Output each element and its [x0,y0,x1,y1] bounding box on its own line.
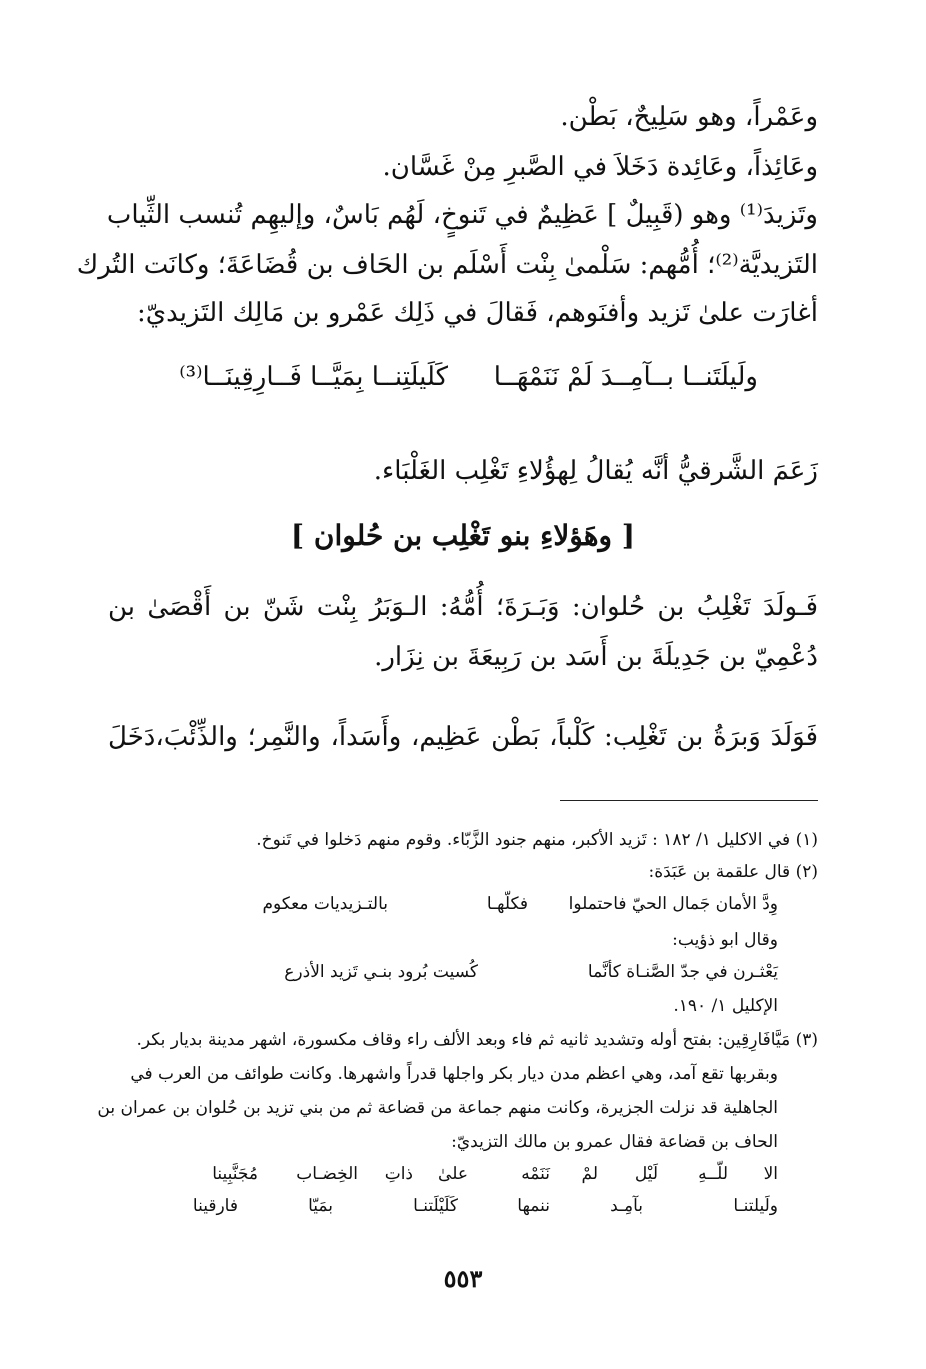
footnote-3-verse-2 [108,1194,818,1218]
fn2-verse2-right: يَعْثـرن في جدّ الصَّنـاة كأنَّما [587,962,778,982]
footnote-3-line-3: الجاهلية قد نزلت الجزيرة، وكانت منهم جماعة من قضاعة ثم من بني تزيد بن حُلوان بن عمران بن [97,1098,778,1118]
verse-second-hemistich: كَلَيلَتِنــا بِمَيَّــا فَــارِقِينَــا⁽³⁾ [179,362,448,392]
body-line-6: زَعَمَ الشَّرقيُّ أنَّه يُقالُ لِهؤُلاءِ تَغْلِب الغَلْبَاء. [373,456,818,486]
body-line-7: فَـولَدَ تَغْلِبُ بن حُلوان: وَبَـرَةَ؛ أُمُّهُ: الـوَبَرُ بِنْت شَنّ بن أَقْصَىٰ بن [108,592,818,622]
body-line-1: وعَمْراً، وهو سَلِيحٌ، بَطْن. [560,102,818,132]
fn3-v1-word: ذاتِ [384,1164,413,1184]
footnote-1: (١) في الاكليل ١/ ١٨٢ : تَزيد الأكبر، منهم جنود الزَّبّاء. وقوم منهم دَخلوا في تَنوخ. [256,830,818,850]
verse-first-hemistich: ولَيلَتَنــا بــآمِــدَ لَمْ نَنَمْهَــا [493,362,758,392]
page-number: ٥٥٣ [443,1264,483,1293]
fn3-v1-word: لَيْل [634,1164,658,1184]
fn3-v2-word: ولَيلتنـا [733,1196,778,1216]
footnote-3-verse-1 [108,1162,818,1186]
fn3-v2-word: فارقينا [192,1196,238,1216]
fn3-v1-word: مُجَنَّبِينا [212,1164,258,1184]
footnote-separator [560,800,818,801]
footnote-2-verse-1 [108,892,818,916]
fn3-v1-word: الا [763,1164,778,1184]
footnote-3-line-1: (٣) مَيَّافَارِقِين: بفتح أوله وتشديد ثانيه ثم فاء وبعد الألف راء وقاف مكسورة، اشهر مدينة بديار بكر. [136,1030,818,1050]
footnote-2-verse-2 [108,960,818,984]
fn3-v2-word: بمَيّا [308,1196,333,1216]
poem-verse [108,360,818,394]
fn3-v1-word: الخِضـاب [296,1164,358,1184]
fn2-verse1-mid: فكلّهـا [486,894,528,914]
fn3-v1-word: نَنَمْه [521,1164,550,1184]
body-line-8: دُعْمِيّ بن جَدِيلَةَ بن أَسَد بن رَبِيعَةَ بن نِزَار. [374,642,818,672]
fn3-v2-word: كَلَيْلَتنـا [413,1196,458,1216]
section-heading: [ وهَؤلاءِ بنو تَغْلِب بن حُلوان ] [290,519,636,552]
body-line-4: التَزيديَّة⁽²⁾؛ أُمُّهم: سَلْمىٰ بِنْت أَسْلَم بن الحَاف بن قُضَاعَةَ؛ وكانَت التُرك [76,250,818,280]
fn2-verse1-right: وِدَّ الأمان جَمال الحيّ فاحتملوا [568,894,778,914]
footnote-3-line-2: وبقربها تقع آمد، وهي اعظم مدن ديار بكر واجلها قدراً واشهرها. وكانت طوائف من العرب في [130,1064,778,1084]
body-line-2: وعَائِذاً، وعَائِدة دَخَلاَ في الصَّبرِ مِنْ غَسَّان. [382,152,818,182]
fn2-verse1-left: بالتـزيديات معكوم [262,894,388,914]
fn3-v1-word: لمْ [581,1164,598,1184]
fn3-v1-word: للّــهِ [698,1164,728,1184]
fn3-v2-word: بآمِـد [610,1196,643,1216]
fn3-v1-word: علىٰ [438,1164,468,1184]
fn2-verse2-left: كُسيت بُرود بنـي تَزيد الأذرع [284,962,478,982]
footnote-2-intro: وقال ابو ذؤيب: [672,930,778,950]
fn3-v2-word: ننمها [517,1196,550,1216]
footnote-3-line-4: الحاف بن قضاعة فقال عمرو بن مالك التزيديّ: [451,1132,778,1152]
footnote-2-title: (٢) قال علقمة بن عَبَدَة: [648,862,818,882]
footnote-2-reference: الإكليل ١/ ١٩٠. [673,996,778,1016]
body-line-3: وتَزيدَ⁽¹⁾ وهو (قَبِيلٌ ] عَظِيمٌ في تَنوخٍ، لَهُم بَاسٌ، وإليهِم تُنسب الثِّياب [106,200,818,230]
body-line-5: أغارَت علىٰ تَزيد وأفنَوهم، فَقالَ في ذَلِك عَمْرو بن مَالِك التَزيديّ: [137,298,818,328]
body-line-9: فَوَلَدَ وَبرَةُ بن تَغْلِب: كَلْباً، بَطْن عَظِيم، وأَسَداً، والنَّمِر؛ والذِّئْبَ،دَخَلَ [108,722,818,752]
